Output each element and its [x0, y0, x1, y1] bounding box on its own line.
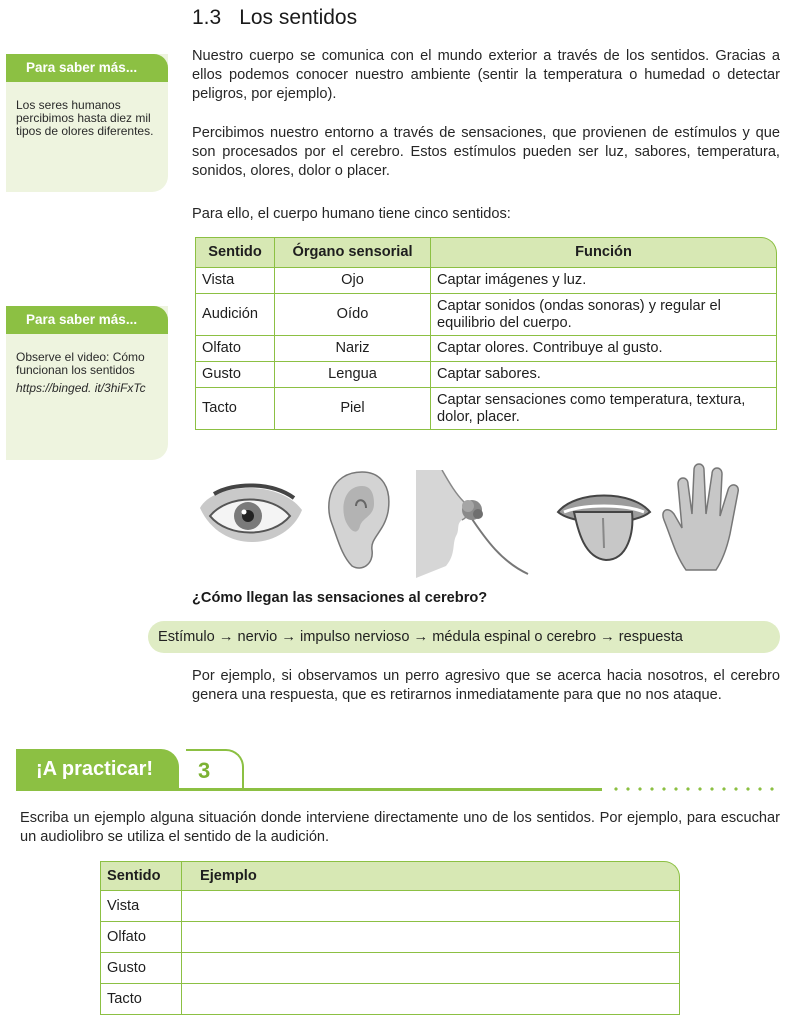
cell-sentido: Tacto	[100, 984, 182, 1015]
paragraph-sensaciones: Percibimos nuestro entorno a través de sensaciones, que provienen de estímulos y que son procesados por el cerebro. Estos estímulos pueden ser luz, sabores, temperatura, sonidos, olores, dolor o placer.	[192, 125, 780, 179]
cell-funcion: Captar sonidos (ondas sonoras) y regular el equilibrio del cuerpo.	[431, 294, 777, 336]
column-header: Sentido	[195, 237, 275, 268]
table-header-row	[100, 861, 680, 891]
example-input-cell[interactable]	[182, 922, 680, 953]
cell-organo: Ojo	[275, 268, 431, 294]
practice-instructions: Escriba un ejemplo alguna situación donde interviene directamente uno de los sentidos. Por ejemplo, para escuchar un audiolibro se utiliza el sentido de la audición.	[20, 810, 780, 845]
column-header: Función	[431, 237, 777, 268]
info-box-video	[6, 306, 168, 460]
hand-icon	[660, 460, 750, 572]
eye-icon	[194, 480, 306, 558]
flow-step: impulso nervioso	[299, 629, 410, 645]
table-row	[195, 268, 777, 294]
senses-table	[195, 237, 777, 430]
cell-sentido: Gusto	[195, 362, 275, 388]
nose-icon	[416, 470, 536, 578]
cell-funcion: Captar sabores.	[431, 362, 777, 388]
flow-step: médula espinal o cerebro	[432, 629, 597, 645]
flow-arrow-icon: →	[600, 629, 615, 645]
info-box-header: Para saber más...	[6, 306, 168, 334]
cell-sentido: Audición	[195, 294, 275, 336]
dotted-divider	[610, 786, 782, 792]
practice-table	[100, 861, 680, 1015]
cell-organo: Lengua	[275, 362, 431, 388]
example-input-cell[interactable]	[182, 953, 680, 984]
paragraph-cinco-sentidos: Para ello, el cuerpo humano tiene cinco sentidos:	[192, 206, 511, 222]
section-heading	[192, 6, 357, 30]
cell-sentido: Gusto	[100, 953, 182, 984]
paragraph-intro: Nuestro cuerpo se comunica con el mundo exterior a través de los sentidos. Gracias a ellos podemos conocer nuestro ambiente (sentir la temperatura o humedad o detectar peligros, por ejemplo).	[192, 48, 780, 102]
table-header-row	[195, 237, 777, 268]
cell-organo: Nariz	[275, 336, 431, 362]
table-row	[195, 362, 777, 388]
flow-step: respuesta	[618, 629, 683, 645]
example-input-cell[interactable]	[182, 891, 680, 922]
cell-funcion: Captar sensaciones como temperatura, textura, dolor, placer.	[431, 388, 777, 430]
table-row	[100, 984, 680, 1015]
sensation-flow	[148, 621, 780, 653]
cell-sentido: Olfato	[195, 336, 275, 362]
table-row	[195, 388, 777, 430]
column-header: Órgano sensorial	[275, 237, 431, 268]
table-row	[195, 336, 777, 362]
flow-arrow-icon: →	[281, 629, 296, 645]
cell-funcion: Captar imágenes y luz.	[431, 268, 777, 294]
table-row	[195, 294, 777, 336]
paragraph-ejemplo: Por ejemplo, si observamos un perro agresivo que se acerca hacia nosotros, el cerebro genera una respuesta, que es retirarnos inmediatamente para que no nos ataque.	[192, 668, 780, 703]
senses-illustrations	[190, 460, 780, 578]
section-number: 1.3	[192, 6, 222, 29]
example-input-cell[interactable]	[182, 984, 680, 1015]
section-title: Los sentidos	[239, 6, 358, 29]
question-title: ¿Cómo llegan las sensaciones al cerebro?	[192, 590, 488, 606]
column-header: Ejemplo	[182, 861, 680, 891]
info-box-text: Los seres humanos percibimos hasta diez mil tipos de olores diferentes.	[16, 98, 154, 138]
flow-step: Estímulo	[158, 629, 215, 645]
info-box-text: Observe el video: Cómo funcionan los sentidos	[16, 350, 145, 377]
info-box-olores	[6, 54, 168, 192]
practice-number: 3	[186, 749, 244, 789]
cell-organo: Piel	[275, 388, 431, 430]
cell-sentido: Vista	[195, 268, 275, 294]
flow-arrow-icon: →	[218, 629, 234, 645]
cell-funcion: Captar olores. Contribuye al gusto.	[431, 336, 777, 362]
table-row	[100, 922, 680, 953]
column-header: Sentido	[100, 861, 182, 891]
section-divider	[16, 788, 602, 791]
table-row	[100, 891, 680, 922]
cell-sentido: Olfato	[100, 922, 182, 953]
cell-organo: Oído	[275, 294, 431, 336]
cell-sentido: Tacto	[195, 388, 275, 430]
flow-arrow-icon: →	[413, 629, 429, 645]
flow-step: nervio	[237, 629, 278, 645]
cell-sentido: Vista	[100, 891, 182, 922]
table-row	[100, 953, 680, 984]
ear-icon	[322, 468, 396, 572]
video-link[interactable]: https://binged. it/3hiFxTc	[16, 381, 146, 395]
tongue-icon	[554, 482, 654, 564]
info-box-header: Para saber más...	[6, 54, 168, 82]
practice-label: ¡A practicar!	[16, 749, 179, 789]
